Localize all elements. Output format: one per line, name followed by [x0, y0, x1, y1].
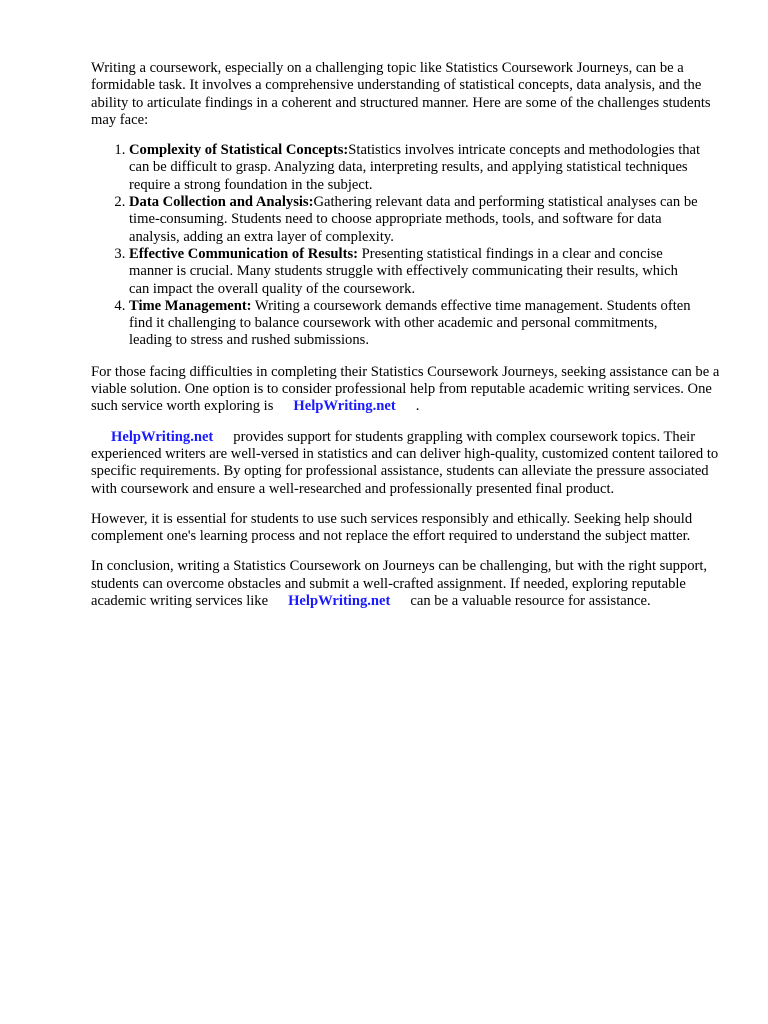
provider-paragraph [91, 429, 731, 498]
challenge-term: Complexity of Statistical Concepts: [129, 142, 349, 159]
challenge-text: Gathering relevant data and performing statistical analyses can be time-consuming. Students need to choose appropriate methods, tools, and software for data analysis, adding an extra layer of complexity. [129, 194, 698, 245]
challenge-text: Writing a coursework demands effective time management. Students often find it challenging to balance coursework with other academic and personal commitments, leading to stress and rushed submissions. [129, 297, 691, 349]
list-item [129, 194, 701, 246]
helpwriting-link[interactable]: HelpWriting.net [111, 428, 214, 445]
assistance-paragraph [91, 364, 731, 416]
challenges-list [91, 142, 701, 350]
provider-text: provides support for students grappling with complex coursework topics. Their experienced writers are well-versed in statistics and can deliver high-quality, customized content tailored to specific requirements. By opting for professional assistance, students can alleviate the pressure associated with coursework and ensure a well-researched and professionally presented final product. [91, 428, 719, 497]
conclusion-text: In conclusion, writing a Statistics Coursework on Journeys can be challenging, but with the right support, students can overcome obstacles and submit a well-crafted assignment. If needed, exploring reputable academic writing services like [91, 558, 708, 610]
intro-paragraph: Writing a coursework, especially on a challenging topic like Statistics Coursework Journeys, can be a formidable task. It involves a comprehensive understanding of statistical concepts, data analysis, and the ability to articulate findings in a coherent and structured manner. Here are some of the challenges students may face: [91, 60, 711, 128]
helpwriting-link[interactable]: HelpWriting.net [288, 593, 391, 610]
conclusion-paragraph [91, 558, 731, 610]
helpwriting-link[interactable]: HelpWriting.net [293, 398, 396, 415]
assistance-text: For those facing difficulties in completing their Statistics Coursework Journeys, seeking assistance can be a viable solution. One option is to consider professional help from reputable academic writing services. One such service worth exploring is [91, 363, 720, 415]
list-item [129, 246, 701, 298]
challenge-term: Time Management: [129, 297, 252, 314]
assistance-end: . [415, 398, 420, 415]
challenge-text: Statistics involves intricate concepts and methodologies that can be difficult to grasp. Analyzing data, interpreting results, and applying statistical techniques require a strong foundation in the subject. [129, 142, 701, 193]
challenge-text: Presenting statistical findings in a clear and concise manner is crucial. Many students struggle with effectively communicating their results, which can impact the overall quality of the coursework. [129, 245, 678, 297]
document-page [91, 60, 731, 623]
list-item [129, 298, 701, 350]
challenge-term: Effective Communication of Results: [129, 245, 359, 262]
ethics-paragraph: However, it is essential for students to use such services responsibly and ethically. Seeking help should complement one's learning process and not replace the effort required to understand the subject matter. [91, 510, 693, 545]
list-item [129, 142, 701, 194]
challenge-term: Data Collection and Analysis: [129, 194, 314, 211]
conclusion-end: can be a valuable resource for assistance. [410, 593, 651, 610]
